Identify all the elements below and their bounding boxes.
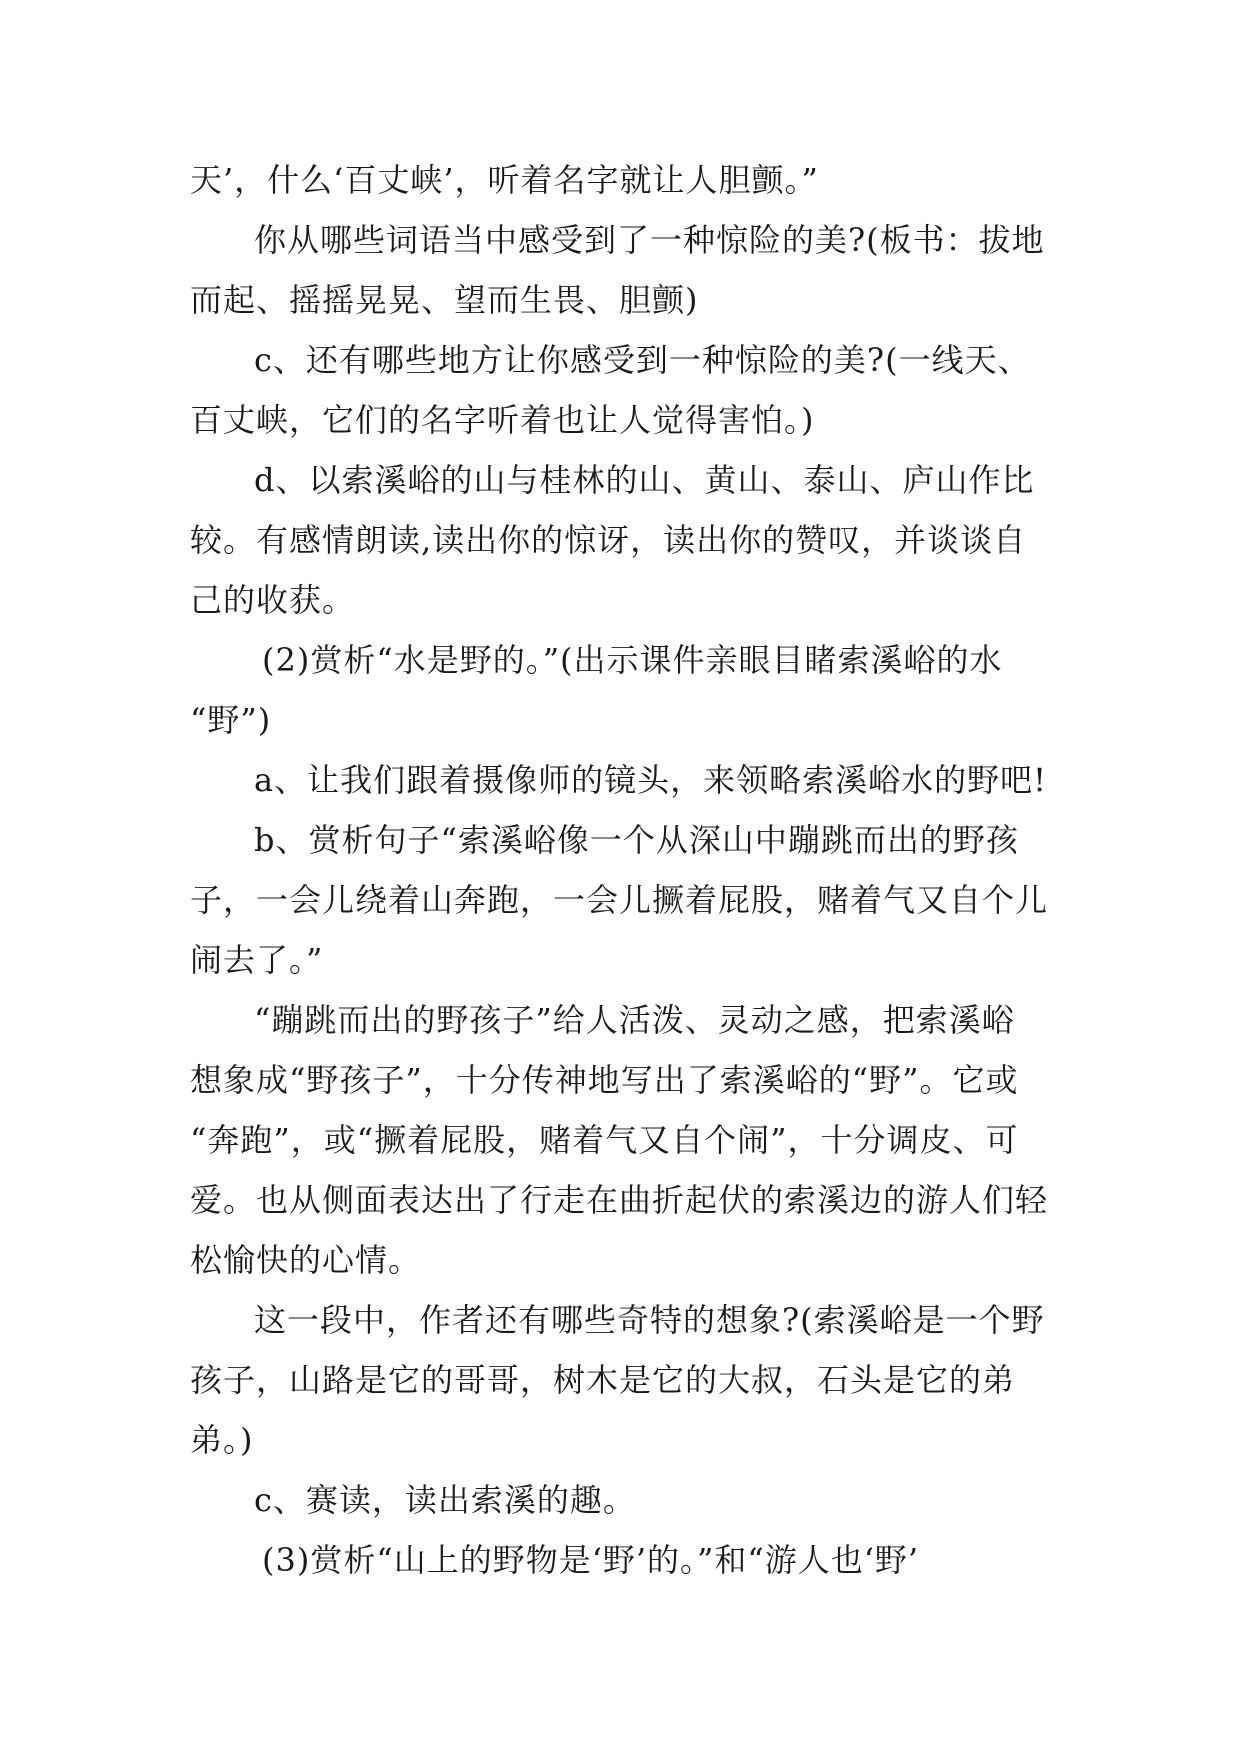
text-line: a、让我们跟着摄像师的镜头，来领略索溪峪水的野吧! — [254, 761, 1047, 799]
text-line: c、赛读，读出索溪的趣。 — [254, 1481, 636, 1519]
text-line: 这一段中，作者还有哪些奇特的想象?(索溪峪是一个野 — [254, 1301, 1045, 1339]
text-line: 百丈峡，它们的名字听着也让人觉得害怕。) — [190, 401, 815, 439]
text-line: 天’，什么‘百丈峡’，听着名字就让人胆颤。” — [190, 161, 819, 199]
text-line: 己的收获。 — [190, 581, 356, 619]
text-line: c、还有哪些地方让你感受到一种惊险的美?(一线天、 — [254, 341, 1031, 379]
text-line: 松愉快的心情。 — [190, 1241, 422, 1279]
text-line: 子，一会儿绕着山奔跑，一会儿撅着屁股，赌着气又自个儿 — [190, 881, 1049, 919]
text-line: (3)赏析“山上的野物是‘野’的。”和“游人也‘野’ — [262, 1541, 920, 1579]
text-line: “蹦跳而出的野孩子”给人活泼、灵动之感，把索溪峪 — [254, 1001, 1015, 1039]
text-line: 弟。) — [190, 1421, 254, 1459]
document-body — [190, 150, 1050, 1590]
text-line: 较。有感情朗读,读出你的惊讶，读出你的赞叹，并谈谈自 — [190, 521, 1027, 559]
text-line: d、以索溪峪的山与桂林的山、黄山、泰山、庐山作比 — [254, 461, 1035, 499]
text-line: 想象成“野孩子”，十分传神地写出了索溪峪的“野”。它或 — [190, 1061, 1019, 1099]
text-line: 而起、摇摇晃晃、望而生畏、胆颤) — [190, 281, 699, 319]
text-line: (2)赏析“水是野的。”(出示课件亲眼目睹索溪峪的水 — [262, 641, 1003, 679]
text-line: 爱。也从侧面表达出了行走在曲折起伏的索溪边的游人们轻 — [190, 1181, 1049, 1219]
text-line: “奔跑”，或“撅着屁股，赌着气又自个闹”，十分调皮、可 — [190, 1121, 1019, 1159]
text-line: 你从哪些词语当中感受到了一种惊险的美?(板书：拔地 — [254, 221, 1045, 259]
text-line: 孩子，山路是它的哥哥，树木是它的大叔，石头是它的弟 — [190, 1361, 1016, 1399]
text-line: b、赏析句子“索溪峪像一个从深山中蹦跳而出的野孩 — [254, 821, 1019, 859]
text-line: “野”) — [190, 701, 272, 739]
text-line: 闹去了。” — [190, 941, 324, 979]
